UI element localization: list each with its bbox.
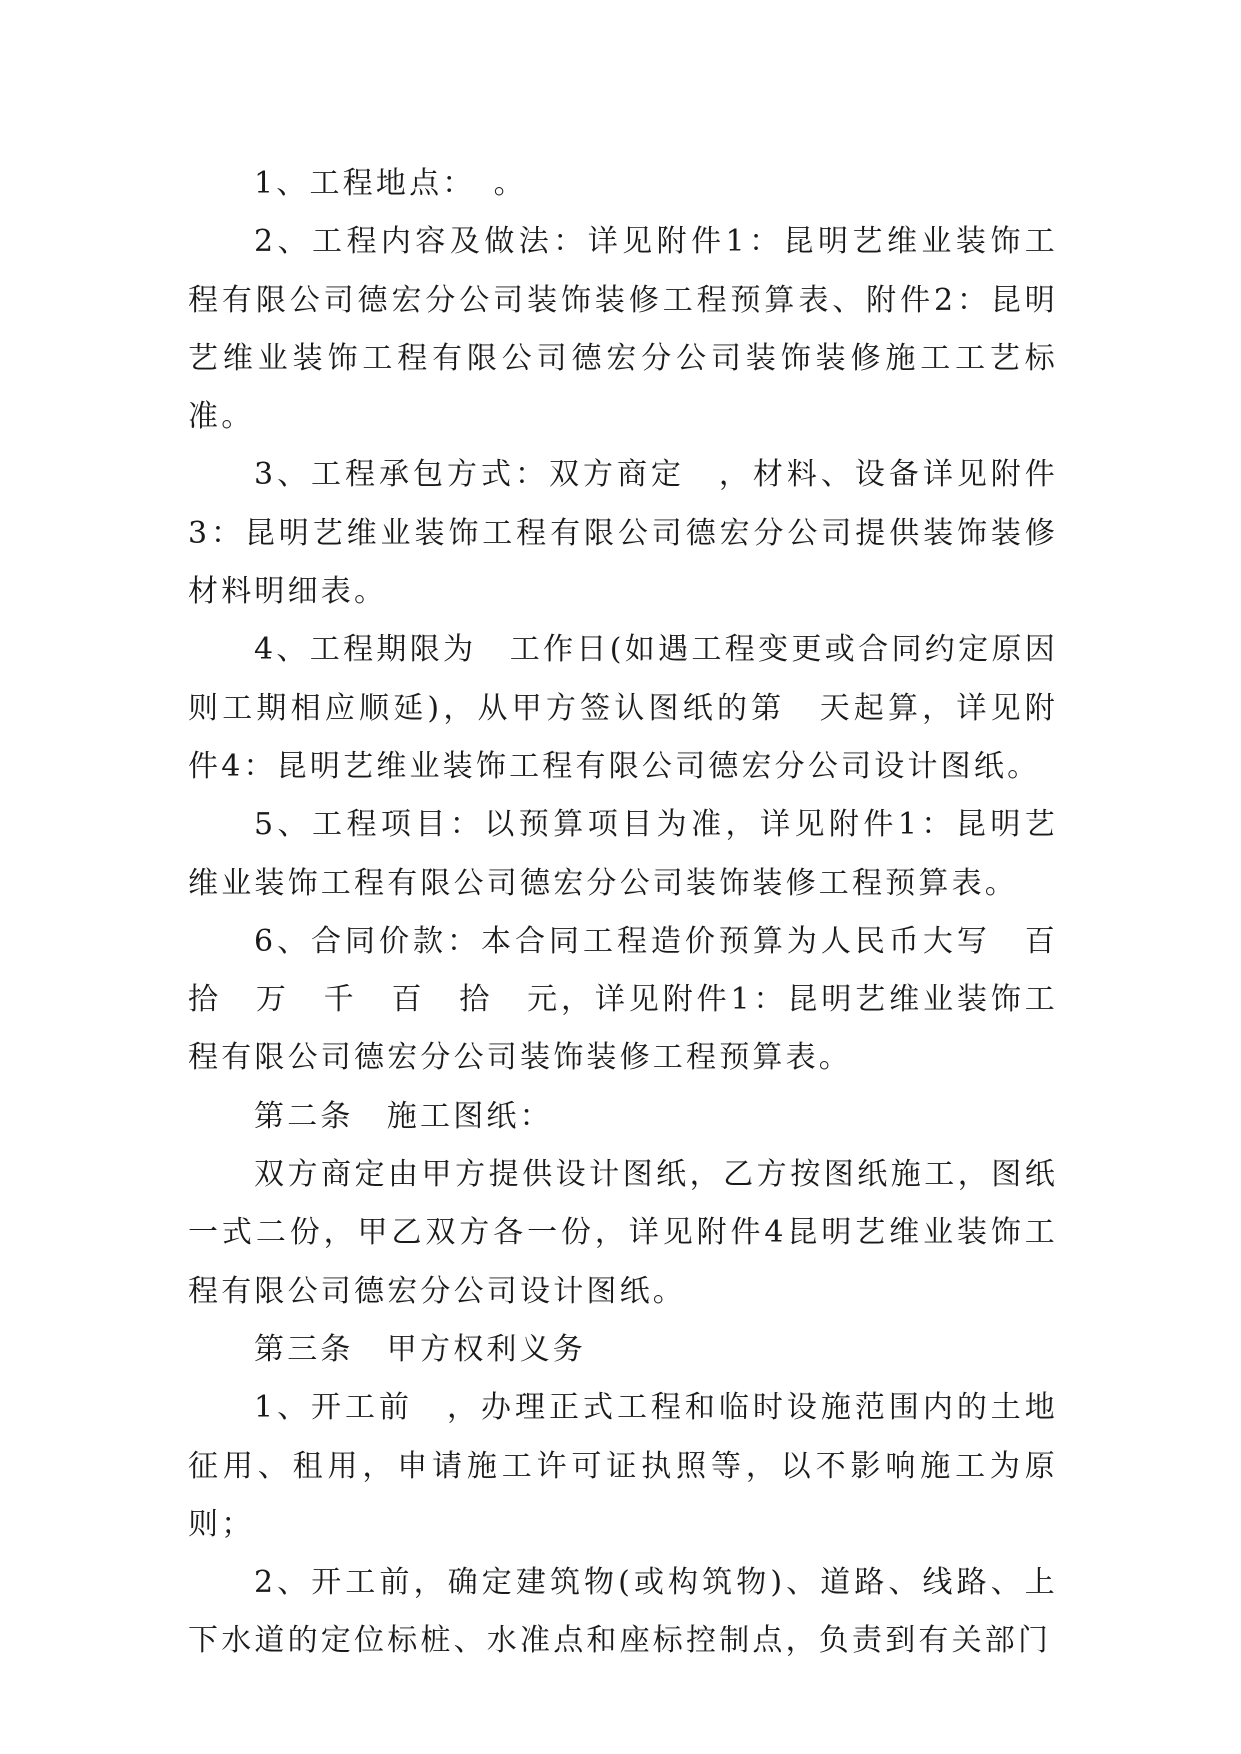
clause-3-contracting-method: 3、工程承包方式：双方商定 ，材料、设备详见附件3：昆明艺维业装饰工程有限公司德宏分公司提供装饰装修材料明细表。 bbox=[188, 457, 1058, 610]
clause-2-project-content: 2、工程内容及做法：详见附件1：昆明艺维业装饰工程有限公司德宏分公司装饰装修工程预算表、附件2：昆明艺维业装饰工程有限公司德宏分公司装饰装修施工工艺标准。 bbox=[188, 224, 1058, 435]
article-3-item-1: 1、开工前 ，办理正式工程和临时设施范围内的土地征用、租用，申请施工许可证执照等，以不影响施工为原则； bbox=[188, 1390, 1058, 1542]
article-3-heading: 第三条 甲方权利义务 bbox=[254, 1331, 586, 1367]
article-2-heading: 第二条 施工图纸： bbox=[254, 1098, 553, 1134]
document-body bbox=[188, 155, 1058, 1671]
clause-4-project-duration: 4、工程期限为 工作日(如遇工程变更或合同约定原因则工期相应顺延)，从甲方签认图纸的第 天起算，详见附件4：昆明艺维业装饰工程有限公司德宏分公司设计图纸。 bbox=[188, 632, 1058, 784]
clause-6-contract-price: 6、合同价款：本合同工程造价预算为人民币大写 百拾 万 千 百 拾 元，详见附件1：昆明艺维业装饰工程有限公司德宏分公司装饰装修工程预算表。 bbox=[188, 923, 1058, 1076]
clause-1-project-location: 1、工程地点： 。 bbox=[254, 166, 527, 201]
article-3-item-2: 2、开工前，确定建筑物(或构筑物)、道路、线路、上下水道的定位标桩、水准点和座标控制点，负责到有关部门 bbox=[188, 1565, 1058, 1659]
article-2-body: 双方商定由甲方提供设计图纸，乙方按图纸施工，图纸一式二份，甲乙双方各一份，详见附件4昆明艺维业装饰工程有限公司德宏分公司设计图纸。 bbox=[188, 1157, 1058, 1309]
clause-5-project-items: 5、工程项目：以预算项目为准，详见附件1：昆明艺维业装饰工程有限公司德宏分公司装饰装修工程预算表。 bbox=[188, 807, 1058, 901]
